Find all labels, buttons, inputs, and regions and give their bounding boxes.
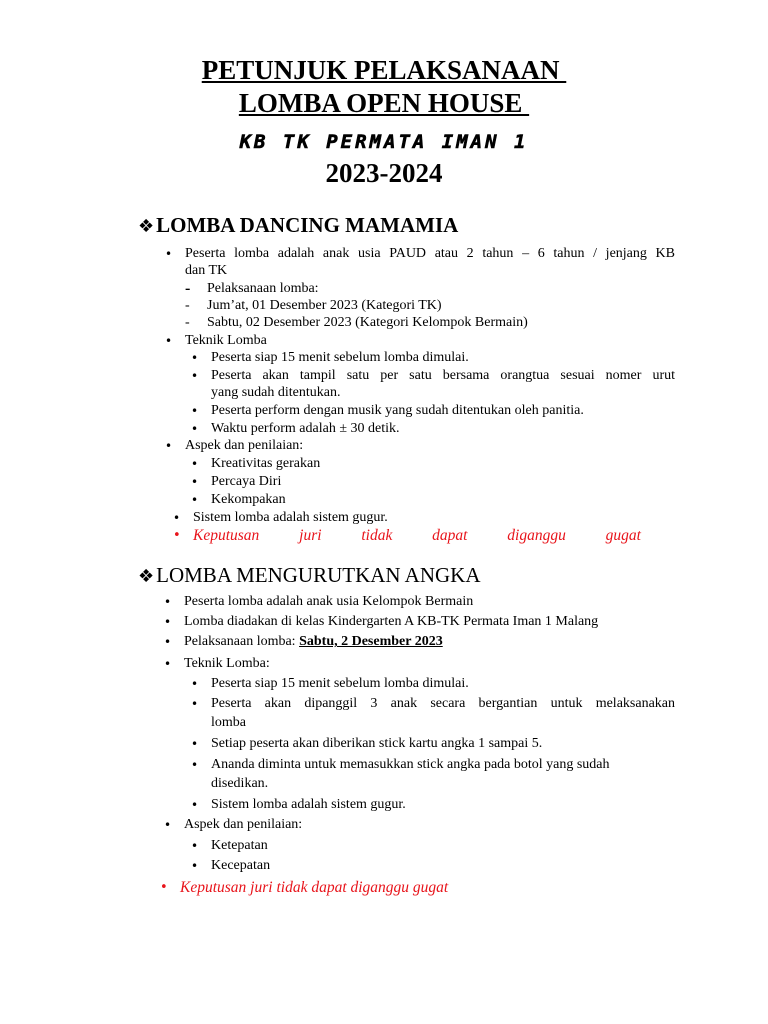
- doc-title-line-2: LOMBA OPEN HOUSE: [238, 88, 530, 118]
- s1-aspek-item: • Kreativitas gerakan: [211, 455, 320, 473]
- s1-teknik-item-cont: yang sudah ditentukan.: [211, 385, 341, 400]
- section1-heading-text: LOMBA DANCING MAMAMIA: [156, 213, 459, 237]
- s1-teknik-item: • Waktu perform adalah ± 30 detik.: [211, 420, 400, 438]
- s2-teknik-item: • Setiap peserta akan diberikan stick kartu angka 1 sampai 5.: [211, 735, 542, 753]
- s2-lokasi: • Lomba diadakan di kelas Kindergarten A KB-TK Permata Iman 1 Malang: [184, 613, 598, 631]
- diamond-bullet-icon: ❖: [138, 216, 155, 237]
- s1-teknik-item: • Peserta akan tampil satu per satu bersama orangtua sesuai nomer urut: [211, 367, 675, 385]
- section1-heading: [138, 212, 458, 240]
- school-year: 2023-2024: [325, 158, 443, 188]
- s2-teknik-item: • Sistem lomba adalah sistem gugur.: [211, 796, 406, 814]
- s1-teknik-item: • Peserta perform dengan musik yang sudah ditentukan oleh panitia.: [211, 402, 584, 420]
- s2-pelaksanaan-date: Sabtu, 2 Desember 2023: [299, 634, 443, 649]
- s2-peserta: • Peserta lomba adalah anak usia Kelompok Bermain: [184, 593, 473, 611]
- section2-heading-text: LOMBA MENGURUTKAN ANGKA: [156, 563, 481, 587]
- s2-teknik: • Teknik Lomba:: [184, 655, 270, 673]
- s1-pelaksanaan: - Pelaksanaan lomba:: [207, 280, 319, 298]
- s2-aspek-item: • Ketepatan: [211, 837, 268, 855]
- s1-teknik-item: • Peserta siap 15 menit sebelum lomba dimulai.: [211, 349, 469, 367]
- s1-aspek-item: • Kekompakan: [211, 491, 286, 509]
- s1-peserta-line2: dan TK: [185, 263, 228, 278]
- s2-teknik-item: • Peserta siap 15 menit sebelum lomba dimulai.: [211, 675, 469, 693]
- s2-keputusan: • Keputusan juri tidak dapat diganggu gugat: [180, 879, 448, 897]
- s2-teknik-item: • Ananda diminta untuk memasukkan stick angka pada botol yang sudah: [211, 756, 610, 774]
- s1-date-1: - Jum’at, 01 Desember 2023 (Kategori TK): [207, 297, 442, 315]
- s1-peserta-line1: • Peserta lomba adalah anak usia PAUD atau 2 tahun – 6 tahun / jenjang KB: [185, 245, 675, 263]
- s2-pelaksanaan: [184, 633, 443, 651]
- school-name: KB TK PERMATA IMAN 1: [239, 131, 529, 153]
- s1-aspek: • Aspek dan penilaian:: [185, 437, 303, 455]
- s2-pelaksanaan-label: Pelaksanaan lomba:: [184, 634, 300, 649]
- s1-keputusan: • Keputusan juri tidak dapat diganggu gugat: [193, 527, 641, 545]
- s2-teknik-item-cont: lomba: [211, 715, 246, 730]
- s1-date-2: - Sabtu, 02 Desember 2023 (Kategori Kelompok Bermain): [207, 314, 528, 332]
- s1-teknik: • Teknik Lomba: [185, 332, 267, 350]
- doc-title-line-1: PETUNJUK PELAKSANAAN: [201, 55, 567, 85]
- s2-teknik-item-cont: disedikan.: [211, 776, 269, 791]
- section2-heading: [138, 562, 480, 590]
- s2-teknik-item: • Peserta akan dipanggil 3 anak secara bergantian untuk melaksanakan: [211, 695, 675, 713]
- diamond-bullet-icon: ❖: [138, 566, 155, 587]
- s1-aspek-item: • Percaya Diri: [211, 473, 281, 491]
- s2-aspek: • Aspek dan penilaian:: [184, 816, 302, 834]
- s2-aspek-item: • Kecepatan: [211, 857, 270, 875]
- s1-sistem: • Sistem lomba adalah sistem gugur.: [193, 509, 388, 527]
